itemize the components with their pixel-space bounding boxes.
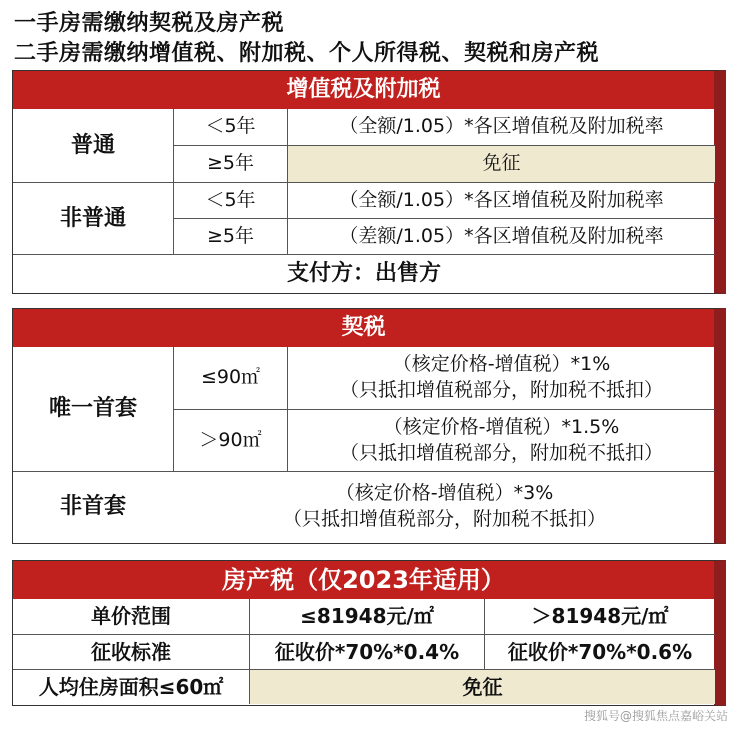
deed-rule-1: [288, 347, 715, 409]
deed-rule-1-line2: （只抵扣增值税部分，附加税不抵扣）: [339, 379, 663, 401]
vat-panel: [12, 70, 726, 294]
deed-rule-1-line1: （核定价格-增值税）*1%: [392, 353, 611, 376]
non-ordinary-rule-1: （全额/1.05）*各区增值税及附加税率: [339, 188, 664, 211]
non-ordinary-label: 非普通: [59, 205, 126, 231]
deed-area-1: ≤90㎡: [200, 366, 261, 389]
non-ordinary-rule-2: （差额/1.05）*各区增值税及附加税率: [339, 224, 664, 247]
price-range-label: 单价范围: [91, 604, 171, 628]
deed-title: 契税: [13, 309, 714, 347]
ordinary-rule-1: （全额/1.05）*各区增值税及附加税率: [339, 115, 664, 138]
payer-note: 支付方：出售方: [286, 260, 441, 286]
property-title: 房产税（仅2023年适用）: [13, 561, 714, 599]
standard-high: 征收价*70%*0.6%: [507, 639, 693, 664]
deed-panel: [12, 308, 726, 544]
non-first-label: 非首套: [59, 494, 126, 520]
deed-rule-2-line1: （核定价格-增值税）*1.5%: [383, 415, 620, 438]
heading-first-hand: 一手房需缴纳契税及房产税: [14, 11, 285, 36]
non-ordinary-period-1: ＜5年: [205, 188, 256, 211]
watermark: 搜狐号@搜狐焦点嘉峪关站: [583, 709, 728, 723]
only-home-label: 唯一首套: [48, 396, 137, 422]
heading-second-hand: 二手房需缴纳增值税、附加税、个人所得税、契税和房产税: [14, 41, 600, 66]
standard-label: 征收标准: [91, 639, 171, 664]
ordinary-rule-2: 免征: [288, 146, 715, 182]
ordinary-period-1: ＜5年: [205, 115, 256, 138]
non-first-rule: [174, 472, 715, 542]
standard-low: 征收价*70%*0.4%: [274, 639, 460, 664]
non-first-rule-line1: （核定价格-增值税）*3%: [335, 482, 554, 505]
area-exempt-value: 免征: [250, 670, 715, 704]
deed-rule-2: [288, 410, 715, 471]
area-exempt-label: 人均住房面积≤60㎡: [38, 674, 224, 699]
deed-area-2: ＞90㎡: [199, 428, 262, 451]
price-range-low: ≤81948元/㎡: [300, 604, 434, 628]
deed-rule-2-line2: （只抵扣增值税部分，附加税不抵扣）: [339, 441, 663, 464]
ordinary-label: 普通: [70, 132, 115, 158]
price-range-high: ＞81948元/㎡: [531, 604, 669, 628]
non-first-rule-line2: （只抵扣增值税部分，附加税不抵扣）: [282, 508, 606, 530]
non-ordinary-period-2: ≥5年: [206, 224, 254, 247]
ordinary-period-2: ≥5年: [206, 152, 254, 175]
vat-title: 增值税及附加税: [13, 71, 714, 109]
property-panel: [12, 560, 726, 706]
